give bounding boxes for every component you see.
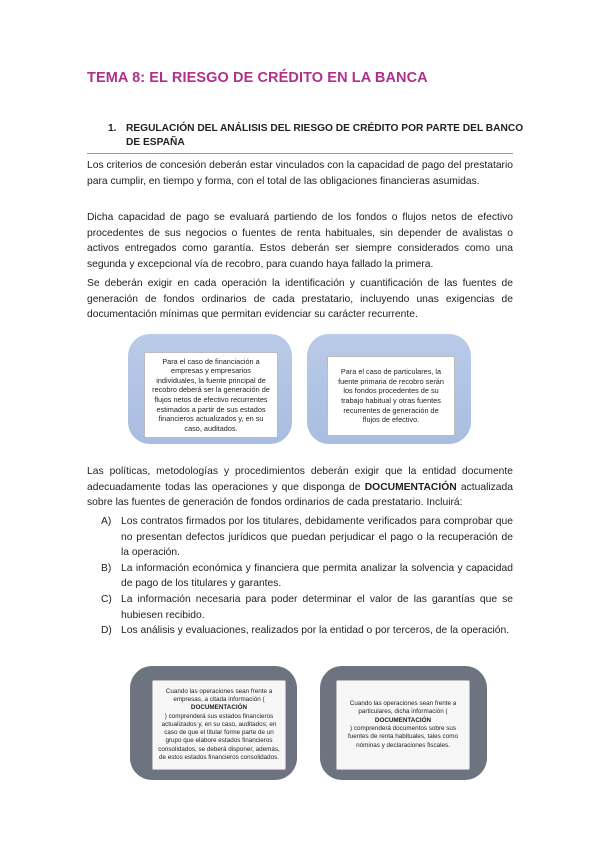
box-empresas (128, 334, 292, 444)
list-item-letter: D) (101, 625, 112, 637)
list-item-letter: B) (101, 562, 112, 574)
page-title: TEMA 8: EL RIESGO DE CRÉDITO EN LA BANCA (87, 70, 428, 86)
list-item-text: Los contratos firmados por los titulares, debidamente verificados para comprobar que no presentan defectos jurídicos que puedan perjudicar el pago o la recuperación de la operación. (121, 516, 513, 559)
box-particulares (307, 334, 471, 444)
box-doc-empresas-text: Cuando las operaciones sean frente a empresas, a citada información ( DOCUMENTACIÓN ) comprenderá sus estados financieros actualizados y, en su caso, auditados; en caso de que el titular forme parte de un grupo que elabore estados financieros consolidados, se deberá disponer, además, de estos estados financieros consolidados. (152, 680, 286, 770)
list-item-text: La información económica y financiera que permita analizar la solvencia y capacidad de pago de los titulares y garantes. (121, 562, 513, 590)
section-title: REGULACIÓN DEL ANÁLISIS DEL RIESGO DE CRÉDITO POR PARTE DEL BANCO DE ESPAÑA (126, 123, 524, 148)
box-doc-empresas (130, 666, 297, 780)
paragraph-capacidad-pago: Dicha capacidad de pago se evaluará partiendo de los fondos o flujos netos de efectivo procedentes de sus negocios o fuentes de renta habituales, sin depender de avalistas o activos entregados como garantía. Estos deberán ser siempre considerados como una segunda y excepcional vía de recobro, para cuando haya fallado la primera. (87, 212, 513, 270)
box-empresas-text: Para el caso de financiación a empresas y empresarios individuales, la fuente principal de recobro deberá ser la generación de flujos netos de efectivo recurrentes estimados a partir de sus estados financieros actualizados y, en su caso, auditados. (144, 352, 278, 438)
list-item (101, 623, 513, 639)
box-doc-particulares-text: Cuando las operaciones sean frente a particulares, dicha información ( DOCUMENTACIÓN ) comprenderá documentos sobre sus fuentes de renta habituales, tales como nóminas y declaraciones fiscales. (336, 680, 470, 770)
box-doc-particulares (320, 666, 487, 780)
list-item-text: La información necesaria para poder determinar el valor de las garantías que se hubiesen recibido. (121, 593, 513, 621)
list-item (101, 561, 513, 592)
list-item-text: Los análisis y evaluaciones, realizados por la entidad o por terceros, de la operación. (121, 625, 510, 637)
section-divider (87, 153, 513, 154)
section-number: 1. (108, 123, 117, 134)
list-item (101, 592, 513, 623)
paragraph-politicas: Las políticas, metodologías y procedimientos deberán exigir que la entidad documente adecuadamente todas las operaciones y que disponga de DOCUMENTACIÓN actualizada sobre las fuentes de generación de fondos ordinarios de cada prestatario. Incluirá: (87, 466, 513, 509)
list-item-letter: A) (101, 516, 112, 527)
paragraph-identificacion: Se deberán exigir en cada operación la identificación y cuantificación de las fuentes de generación de fondos ordinarios de cada prestatario, incluyendo unas exigencias de documentación mínimas que permitan evidenciar su carácter recurrente. (87, 278, 513, 321)
documentacion-highlight: DOCUMENTACIÓN (364, 481, 457, 493)
list-item (101, 514, 513, 561)
box-particulares-text: Para el caso de particulares, la fuente primaria de recobro serán los fondos procedentes de su trabajo habitual y otras fuentes recurrentes de generación de flujos de efectivo. (327, 356, 455, 436)
list-item-letter: C) (101, 593, 112, 605)
documentation-list (101, 514, 513, 639)
paragraph-criterios: Los criterios de concesión deberán estar vinculados con la capacidad de pago del prestatario para cumplir, en tiempo y forma, con el total de las obligaciones financieras asumidas. (87, 160, 513, 187)
